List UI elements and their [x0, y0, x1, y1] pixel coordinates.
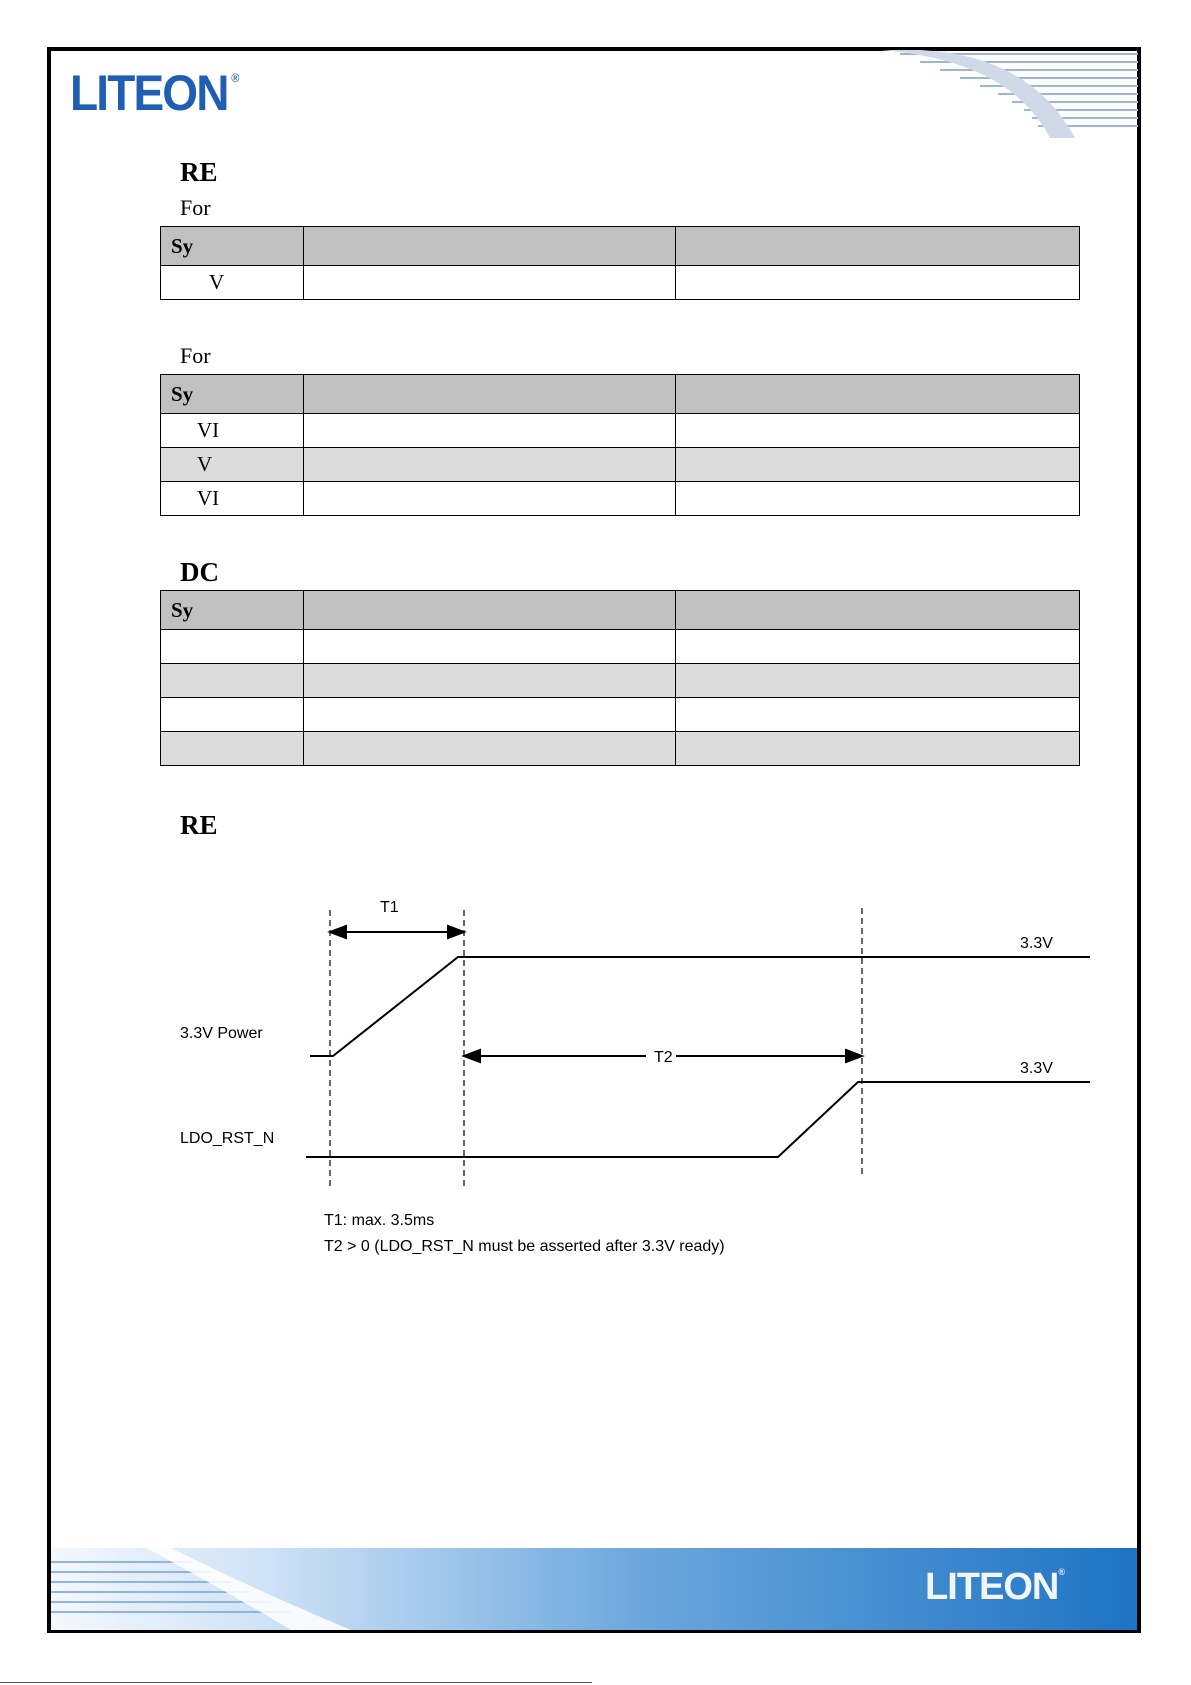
table-header-row: [161, 375, 1080, 414]
table-cell: [676, 698, 1080, 732]
table-header-cell: [304, 591, 676, 630]
table-cell: [304, 266, 676, 300]
table-cell: [304, 664, 676, 698]
table-row: [161, 664, 1080, 698]
table-header-cell: [676, 591, 1080, 630]
table-cell: [676, 664, 1080, 698]
table-header-cell: Sy: [161, 227, 304, 266]
table-cell: [304, 448, 676, 482]
table-cell: [304, 698, 676, 732]
table-cell: [676, 732, 1080, 766]
table-cell: [161, 664, 304, 698]
table-header-cell: [676, 375, 1080, 414]
table-header-cell: [304, 375, 676, 414]
t2-label: T2: [654, 1049, 673, 1066]
section-heading-1: RE: [180, 157, 218, 187]
power-level-label: 3.3V: [1020, 935, 1053, 952]
section-heading-2: DC: [180, 557, 219, 587]
table-cell: [676, 630, 1080, 664]
header-swoosh-graphic: [860, 50, 1138, 138]
table-cell: [676, 482, 1080, 516]
table-cell: [161, 698, 304, 732]
table-row: [161, 448, 1080, 482]
table-cell: [304, 732, 676, 766]
footer-liteon-logo: LITEON®: [925, 1566, 1064, 1608]
table-row: [161, 630, 1080, 664]
spec-table-3: [160, 590, 1080, 766]
table-cell: VI: [161, 414, 304, 448]
spec-table-2: [160, 374, 1080, 516]
timing-note-1: T1: max. 3.5ms: [324, 1212, 435, 1229]
table-cell: [161, 732, 304, 766]
table-row: [161, 414, 1080, 448]
section-paragraph-1: For: [180, 195, 211, 220]
reset-waveform: [306, 1082, 1090, 1157]
reset-level-label: 3.3V: [1020, 1060, 1053, 1077]
table-cell: [304, 414, 676, 448]
table-cell: [161, 630, 304, 664]
spec-table-1: [160, 226, 1080, 300]
table-cell: VI: [161, 482, 304, 516]
timing-note-2: T2 > 0 (LDO_RST_N must be asserted after 3.3V ready): [324, 1238, 725, 1255]
table-cell: V: [161, 266, 304, 300]
table-row: [161, 698, 1080, 732]
table-cell: V: [161, 448, 304, 482]
power-waveform: [310, 957, 1090, 1056]
page-bottom-rule: [0, 1682, 592, 1683]
footer-swoosh-graphic: [51, 1548, 371, 1630]
section-heading-3: RE: [180, 810, 218, 840]
table-cell: [304, 482, 676, 516]
section-paragraph-2: For: [180, 343, 211, 368]
table-header-cell: Sy: [161, 375, 304, 414]
table-header-row: [161, 591, 1080, 630]
table-cell: [676, 448, 1080, 482]
power-label: 3.3V Power: [180, 1025, 263, 1042]
table-cell: [676, 414, 1080, 448]
table-header-cell: Sy: [161, 591, 304, 630]
table-header-cell: [304, 227, 676, 266]
liteon-logo: LITEON ®: [70, 65, 240, 121]
table-header-cell: [676, 227, 1080, 266]
table-row: [161, 732, 1080, 766]
table-row: [161, 482, 1080, 516]
t1-label: T1: [380, 899, 399, 916]
table-row: [161, 266, 1080, 300]
power-sequence-timing-diagram: [170, 880, 1090, 1280]
table-cell: [304, 630, 676, 664]
table-header-row: [161, 227, 1080, 266]
reset-label: LDO_RST_N: [180, 1130, 275, 1147]
table-cell: [676, 266, 1080, 300]
